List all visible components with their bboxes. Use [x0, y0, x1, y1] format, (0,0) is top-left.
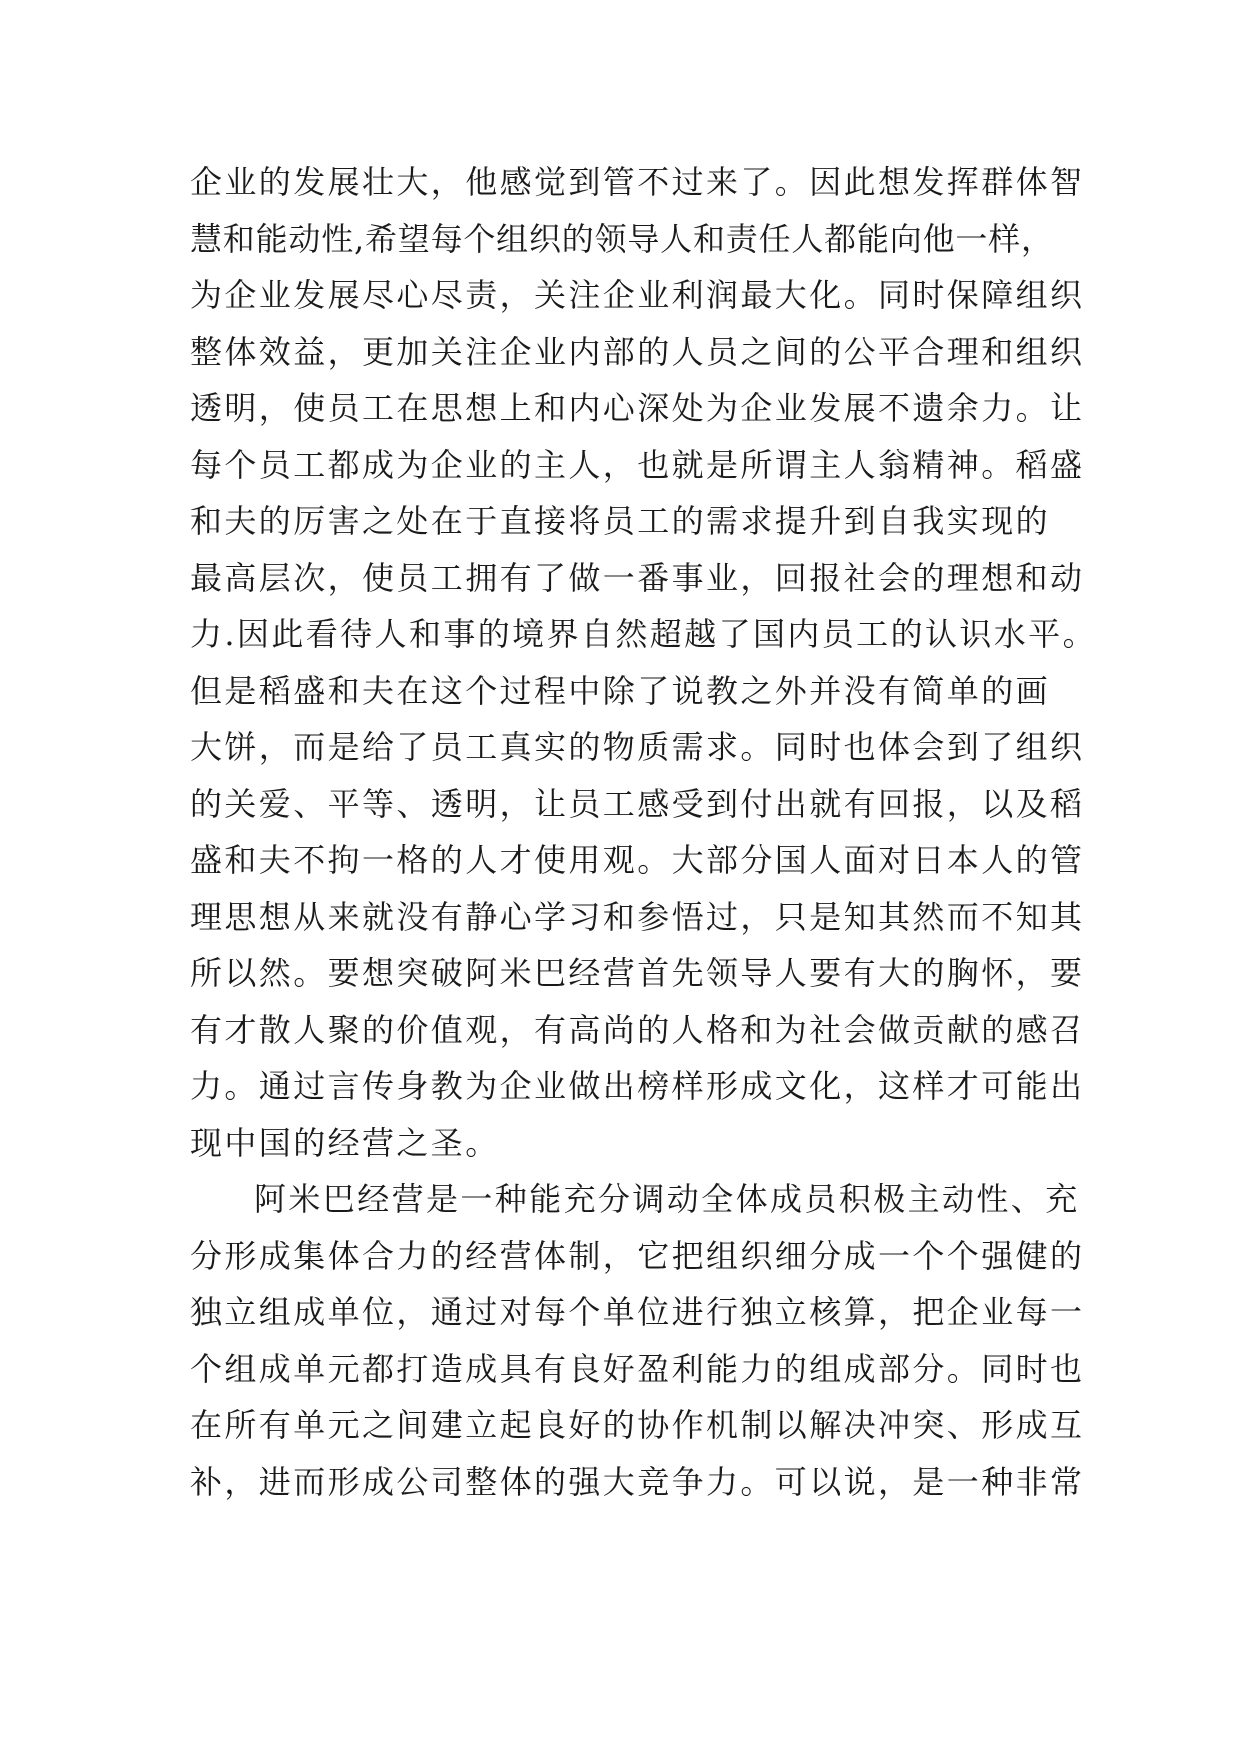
text-line: 企业的发展壮大，他感觉到管不过来了。因此想发挥群体智 [190, 163, 1085, 201]
paragraph-first-line: 阿米巴经营是一种能充分调动全体成员积极主动性、充 [254, 1180, 1080, 1218]
text-line: 盛和夫不拘一格的人才使用观。大部分国人面对日本人的管 [190, 841, 1085, 879]
text-line: 有才散人聚的价值观，有高尚的人格和为社会做贡献的感召 [190, 1010, 1085, 1049]
text-line: 每个员工都成为企业的主人，也就是所谓主人翁精神。稻盛 [190, 445, 1085, 484]
text-line: 慧和能动性,希望每个组织的领导人和责任人都能向他一样， [190, 219, 1054, 258]
body-text [190, 154, 1097, 1510]
text-line: 理思想从来就没有静心学习和参悟过，只是知其然而不知其 [190, 897, 1085, 936]
text-line: 现中国的经营之圣。 [190, 1123, 500, 1162]
text-line: 和夫的厉害之处在于直接将员工的需求提升到自我实现的 [190, 502, 1051, 540]
text-line: 但是稻盛和夫在这个过程中除了说教之外并没有简单的画 [190, 671, 1051, 710]
text-line: 个组成单元都打造成具有良好盈利能力的组成部分。同时也 [190, 1349, 1085, 1388]
text-line: 独立组成单位，通过对每个单位进行独立核算，把企业每一 [190, 1293, 1085, 1331]
text-line: 在所有单元之间建立起良好的协作机制以解决冲突、形成互 [190, 1406, 1085, 1444]
text-line: 补，进而形成公司整体的强大竞争力。可以说，是一种非常 [190, 1462, 1085, 1501]
text-line: 最高层次，使员工拥有了做一番事业，回报社会的理想和动 [190, 558, 1085, 597]
text-line: 大饼，而是给了员工真实的物质需求。同时也体会到了组织 [190, 728, 1085, 766]
text-line: 整体效益，更加关注企业内部的人员之间的公平合理和组织 [190, 332, 1085, 371]
text-line: 的关爱、平等、透明，让员工感受到付出就有回报，以及稻 [190, 784, 1085, 823]
text-line: 力。通过言传身教为企业做出榜样形成文化，这样才可能出 [190, 1067, 1085, 1105]
text-line: 分形成集体合力的经营体制，它把组织细分成一个个强健的 [190, 1236, 1085, 1275]
text-line: 透明，使员工在思想上和内心深处为企业发展不遗余力。让 [190, 389, 1085, 427]
text-line: 力.因此看待人和事的境界自然超越了国内员工的认识水平。 [190, 615, 1097, 653]
text-line: 为企业发展尽心尽责，关注企业利润最大化。同时保障组织 [190, 276, 1085, 314]
text-line: 所以然。要想突破阿米巴经营首先领导人要有大的胸怀，要 [190, 954, 1085, 992]
